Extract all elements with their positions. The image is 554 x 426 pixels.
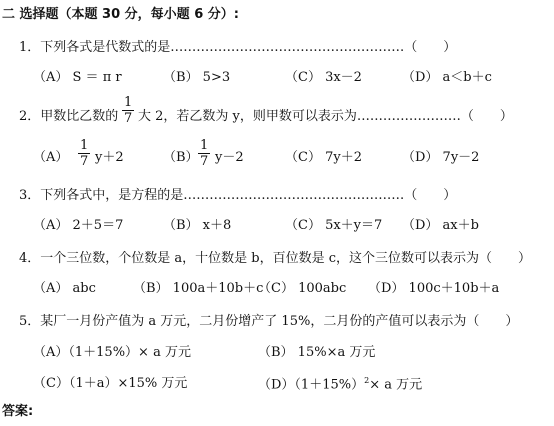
question-3-option-d: （D） ax＋b [402,218,479,233]
question-2-option-b-rest: y－2 [215,150,244,165]
question-2-option-a-fraction [78,139,90,168]
question-4-option-a: （A） abc [33,281,96,296]
question-3-option-c: （C） 5x＋y＝7 [285,218,383,233]
fraction-denominator: 7 [124,111,133,126]
question-2-option-c: （C） 7y＋2 [285,150,362,165]
fraction-denominator: 7 [80,154,89,169]
question-4-option-b: （B） 100a＋10b＋c [133,281,264,296]
option-d-base: （D）（1＋15%） [258,377,365,393]
question-5-stem: 5．某厂一月份产值为 a 万元，二月份增产了 15%，二月份的产值可以表示为（ ） [19,314,519,329]
question-5-option-b: （B） 15%×a 万元 [258,345,376,360]
option-d-rest: × a 万元 [369,377,423,393]
question-2-option-b-fraction [198,139,210,168]
fraction-numerator: 1 [80,138,89,153]
question-1-option-d: （D） a＜b＋c [402,70,492,85]
question-2-stem-fraction [122,96,134,125]
question-1-option-b: （B） 5>3 [163,70,231,85]
question-2-option-b-label: （B） [163,150,199,165]
section-title: 二 选择题（本题 30 分，每小题 6 分）: [2,7,239,22]
question-3-option-a: （A） 2＋5＝7 [33,218,124,233]
question-5-option-a: （A）（1＋15%）× a 万元 [33,345,191,360]
question-3-stem: 3．下列各式中，是方程的是……………………………………………（ ） [19,188,457,203]
question-2-option-a-rest: y＋2 [95,150,124,165]
question-1-option-a: （A） S ＝ π r [33,70,122,85]
question-2-stem-after: 大 2，若乙数为 y，则甲数可以表示为……………………（ ） [138,109,513,124]
question-1-stem: 1．下列各式是代数式的是………………………………………………（ ） [19,40,457,55]
answer-label: 答案: [2,404,34,419]
option-d-exponent: 2 [364,376,370,385]
question-1-option-c: （C） 3x－2 [285,70,362,85]
question-4-option-c: （C） 100abc [258,281,347,296]
question-2-stem-before: 2．甲数比乙数的 [19,109,119,124]
fraction-denominator: 7 [200,154,209,169]
question-4-stem: 4．一个三位数，个位数是 a，十位数是 b，百位数是 c，这个三位数可以表示为（ ） [19,251,532,266]
question-5-option-c: （C）（1＋a）×15% 万元 [33,376,188,391]
question-5-option-d [258,377,422,391]
question-2-option-d: （D） 7y－2 [402,150,480,165]
question-4-option-d: （D） 100c＋10b＋a [368,281,500,296]
question-3-option-b: （B） x＋8 [163,218,232,233]
question-2-option-a-label: （A） [33,150,69,165]
fraction-numerator: 1 [124,95,133,110]
fraction-numerator: 1 [200,138,209,153]
